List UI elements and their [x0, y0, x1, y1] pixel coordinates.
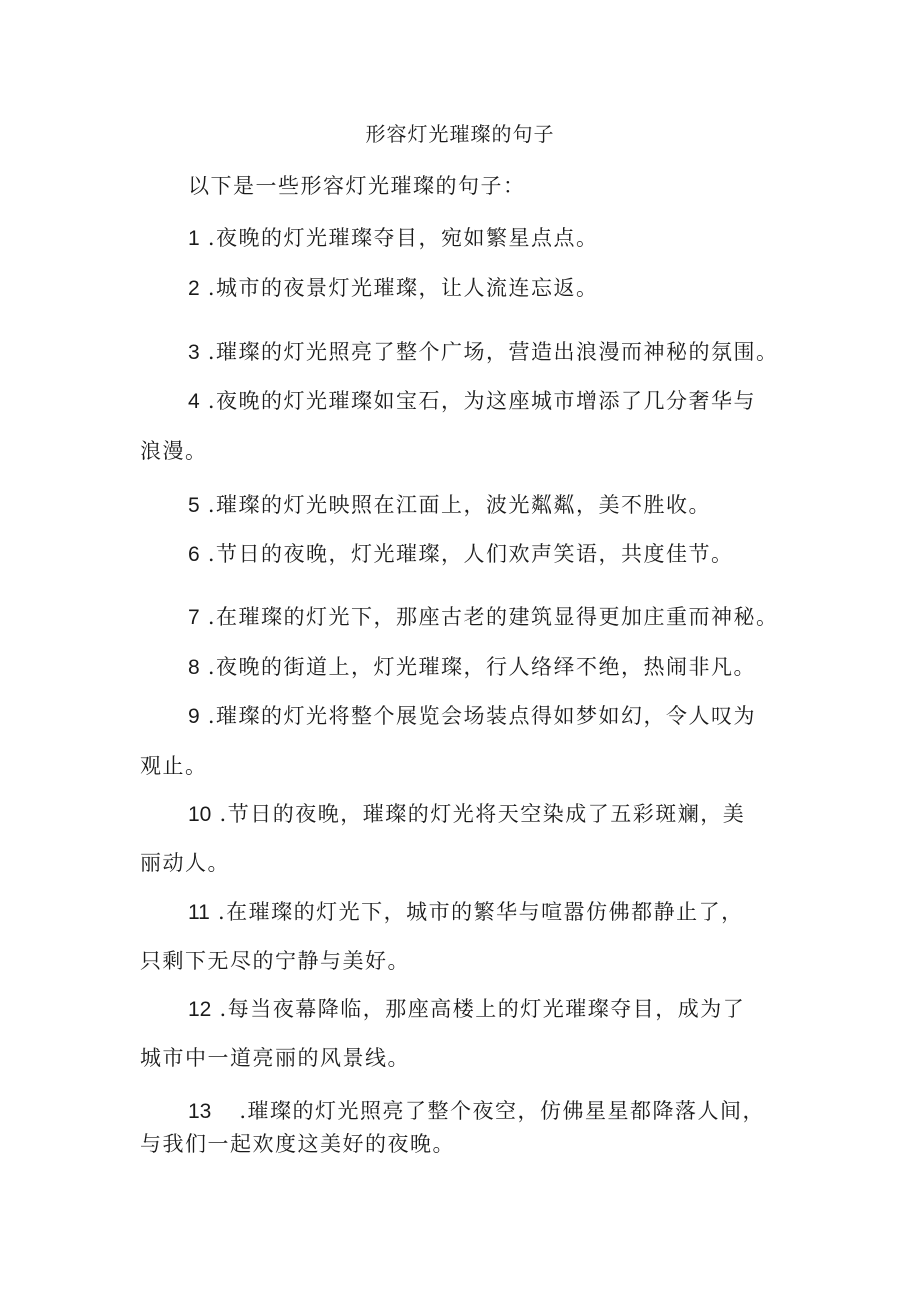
list-item-13: [188, 1095, 765, 1125]
item-number: 2: [188, 277, 200, 300]
item-text: .夜晚的街道上，灯光璀璨，行人络绎不绝，热闹非凡。: [207, 655, 757, 679]
list-item-1: [188, 222, 599, 252]
item-number: 8: [188, 656, 200, 679]
item-text: .璀璨的灯光照亮了整个夜空，仿佛星星都降落人间，: [239, 1099, 766, 1123]
item-text: .在璀璨的灯光下，城市的繁华与喧嚣仿佛都静止了，: [218, 900, 744, 924]
list-item-9: [188, 700, 756, 730]
item-text: .璀璨的灯光将整个展览会场装点得如梦如幻，令人叹为: [207, 704, 757, 728]
list-item-12-continuation: 城市中一道亮丽的风景线。: [140, 1046, 410, 1070]
list-item-4: [188, 385, 756, 415]
list-item-10-continuation: 丽动人。: [140, 851, 230, 875]
list-item-11-continuation: 只剩下无尽的宁静与美好。: [140, 949, 410, 973]
document-title: 形容灯光璀璨的句子: [365, 122, 555, 146]
item-text: .节日的夜晚，璀璨的灯光将天空染成了五彩斑斓，美: [219, 802, 746, 826]
item-text: .璀璨的灯光照亮了整个广场，营造出浪漫而神秘的氛围。: [207, 340, 779, 364]
item-number: 12: [188, 998, 212, 1021]
item-text: .城市的夜景灯光璀璨，让人流连忘返。: [207, 276, 599, 300]
list-item-7: [188, 601, 779, 631]
list-item-4-continuation: 浪漫。: [140, 439, 208, 463]
item-number: 11: [188, 901, 210, 924]
list-item-9-continuation: 观止。: [140, 754, 208, 778]
list-item-5: [188, 489, 711, 519]
item-number: 4: [188, 390, 200, 413]
list-item-6: [188, 538, 734, 568]
intro-text: 以下是一些形容灯光璀璨的句子：: [188, 174, 526, 198]
list-item-8: [188, 651, 756, 681]
item-number: 6: [188, 543, 200, 566]
item-number: 7: [188, 606, 200, 629]
list-item-3: [188, 336, 779, 366]
item-number: 13: [188, 1100, 212, 1123]
list-item-11: [188, 896, 744, 926]
item-text: .夜晚的灯光璀璨如宝石，为这座城市增添了几分奢华与: [207, 389, 757, 413]
item-text: .夜晚的灯光璀璨夺目，宛如繁星点点。: [207, 226, 599, 250]
item-text: .每当夜幕降临，那座高楼上的灯光璀璨夺目，成为了: [219, 997, 746, 1021]
list-item-2: [188, 272, 599, 302]
item-text: .璀璨的灯光映照在江面上，波光粼粼，美不胜收。: [207, 493, 712, 517]
list-item-13-continuation: 与我们一起欢度这美好的夜晚。: [140, 1132, 455, 1156]
list-item-10: [188, 798, 745, 828]
list-item-12: [188, 993, 745, 1023]
item-text: .节日的夜晚，灯光璀璨，人们欢声笑语，共度佳节。: [207, 542, 734, 566]
item-number: 3: [188, 341, 200, 364]
item-number: 1: [188, 227, 200, 250]
item-text: .在璀璨的灯光下，那座古老的建筑显得更加庄重而神秘。: [207, 605, 779, 629]
item-number: 5: [188, 494, 200, 517]
item-number: 9: [188, 705, 200, 728]
item-number: 10: [188, 803, 212, 826]
